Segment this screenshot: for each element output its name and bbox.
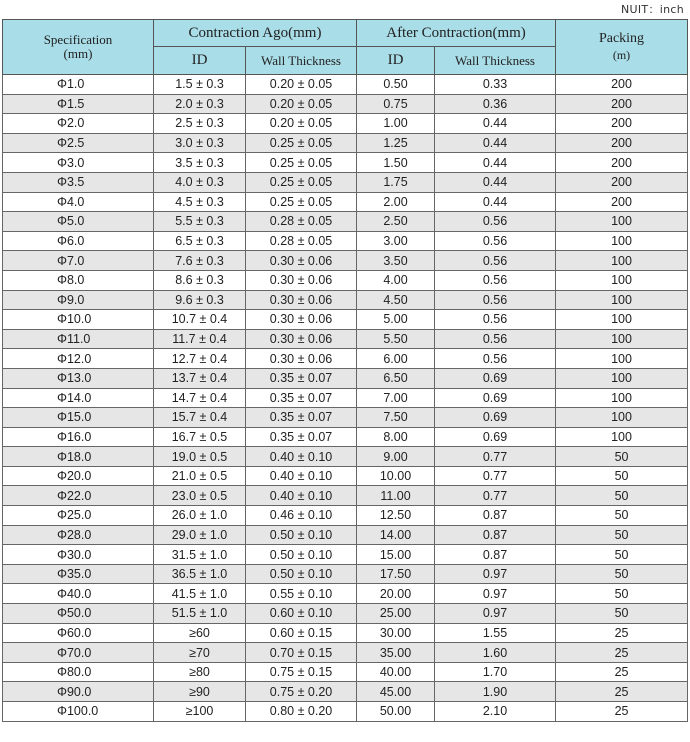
header-ago-id: ID	[154, 47, 246, 75]
cell-after-wall-thickness: 0.97	[435, 584, 556, 604]
table-row	[3, 486, 688, 506]
cell-specification: Φ25.0	[3, 506, 154, 526]
cell-packing: 200	[556, 172, 688, 192]
cell-after-id: 30.00	[357, 623, 435, 643]
cell-ago-id: 10.7 ± 0.4	[154, 310, 246, 330]
cell-ago-id: 31.5 ± 1.0	[154, 545, 246, 565]
cell-ago-wall-thickness: 0.40 ± 0.10	[246, 466, 357, 486]
table-row	[3, 75, 688, 95]
cell-after-id: 12.50	[357, 506, 435, 526]
cell-specification: Φ30.0	[3, 545, 154, 565]
table-row	[3, 349, 688, 369]
header-ago-wall-thickness: Wall Thickness	[246, 47, 357, 75]
cell-packing: 100	[556, 368, 688, 388]
cell-ago-wall-thickness: 0.20 ± 0.05	[246, 114, 357, 134]
cell-ago-id: 51.5 ± 1.0	[154, 604, 246, 624]
cell-after-wall-thickness: 0.87	[435, 545, 556, 565]
table-row	[3, 643, 688, 663]
cell-packing: 100	[556, 388, 688, 408]
header-after-contraction: After Contraction(mm)	[357, 20, 556, 47]
cell-specification: Φ70.0	[3, 643, 154, 663]
cell-ago-wall-thickness: 0.30 ± 0.06	[246, 270, 357, 290]
cell-after-id: 7.00	[357, 388, 435, 408]
cell-after-id: 6.00	[357, 349, 435, 369]
cell-specification: Φ2.0	[3, 114, 154, 134]
unit-note: NUIT：inch	[621, 3, 684, 16]
cell-after-id: 1.00	[357, 114, 435, 134]
cell-ago-id: 8.6 ± 0.3	[154, 270, 246, 290]
cell-packing: 200	[556, 75, 688, 95]
cell-ago-id: 2.5 ± 0.3	[154, 114, 246, 134]
cell-ago-id: 3.5 ± 0.3	[154, 153, 246, 173]
cell-after-id: 4.50	[357, 290, 435, 310]
cell-packing: 50	[556, 525, 688, 545]
cell-after-id: 8.00	[357, 427, 435, 447]
cell-specification: Φ1.5	[3, 94, 154, 114]
cell-ago-wall-thickness: 0.55 ± 0.10	[246, 584, 357, 604]
table-row	[3, 525, 688, 545]
cell-packing: 200	[556, 133, 688, 153]
cell-specification: Φ9.0	[3, 290, 154, 310]
cell-ago-id: 19.0 ± 0.5	[154, 447, 246, 467]
table-row	[3, 682, 688, 702]
cell-specification: Φ12.0	[3, 349, 154, 369]
table-row	[3, 545, 688, 565]
cell-specification: Φ14.0	[3, 388, 154, 408]
cell-packing: 200	[556, 153, 688, 173]
cell-packing: 100	[556, 310, 688, 330]
cell-ago-wall-thickness: 0.25 ± 0.05	[246, 172, 357, 192]
cell-after-id: 14.00	[357, 525, 435, 545]
cell-specification: Φ8.0	[3, 270, 154, 290]
cell-packing: 50	[556, 466, 688, 486]
cell-after-wall-thickness: 0.97	[435, 604, 556, 624]
cell-packing: 100	[556, 427, 688, 447]
table-row	[3, 251, 688, 271]
cell-packing: 100	[556, 270, 688, 290]
cell-packing: 200	[556, 94, 688, 114]
cell-packing: 25	[556, 643, 688, 663]
cell-ago-wall-thickness: 0.80 ± 0.20	[246, 702, 357, 722]
cell-after-id: 2.50	[357, 212, 435, 232]
cell-specification: Φ40.0	[3, 584, 154, 604]
cell-packing: 50	[556, 564, 688, 584]
cell-ago-id: 13.7 ± 0.4	[154, 368, 246, 388]
cell-ago-wall-thickness: 0.30 ± 0.06	[246, 290, 357, 310]
cell-after-id: 6.50	[357, 368, 435, 388]
cell-ago-wall-thickness: 0.75 ± 0.20	[246, 682, 357, 702]
cell-ago-wall-thickness: 0.35 ± 0.07	[246, 408, 357, 428]
cell-after-id: 1.75	[357, 172, 435, 192]
cell-specification: Φ3.5	[3, 172, 154, 192]
cell-after-wall-thickness: 0.69	[435, 408, 556, 428]
cell-packing: 200	[556, 192, 688, 212]
cell-after-wall-thickness: 0.33	[435, 75, 556, 95]
header-specification-unit: (mm)	[63, 46, 93, 61]
cell-specification: Φ15.0	[3, 408, 154, 428]
cell-after-wall-thickness: 0.44	[435, 153, 556, 173]
cell-ago-wall-thickness: 0.30 ± 0.06	[246, 310, 357, 330]
table-row	[3, 408, 688, 428]
cell-after-wall-thickness: 0.56	[435, 310, 556, 330]
cell-packing: 100	[556, 231, 688, 251]
cell-ago-id: 1.5 ± 0.3	[154, 75, 246, 95]
cell-ago-id: 5.5 ± 0.3	[154, 212, 246, 232]
cell-after-wall-thickness: 0.44	[435, 172, 556, 192]
cell-packing: 200	[556, 114, 688, 134]
cell-after-id: 5.50	[357, 329, 435, 349]
cell-ago-id: ≥80	[154, 662, 246, 682]
table-row	[3, 172, 688, 192]
header-specification-label: Specification	[43, 32, 113, 47]
cell-ago-wall-thickness: 0.50 ± 0.10	[246, 545, 357, 565]
table-row	[3, 506, 688, 526]
table-row	[3, 427, 688, 447]
table-header	[3, 20, 688, 75]
cell-ago-wall-thickness: 0.70 ± 0.15	[246, 643, 357, 663]
table-row	[3, 270, 688, 290]
header-after-wall-thickness: Wall Thickness	[435, 47, 556, 75]
cell-after-id: 4.00	[357, 270, 435, 290]
table-row	[3, 329, 688, 349]
table-row	[3, 604, 688, 624]
cell-after-wall-thickness: 0.56	[435, 290, 556, 310]
cell-ago-id: 11.7 ± 0.4	[154, 329, 246, 349]
cell-packing: 100	[556, 408, 688, 428]
cell-after-wall-thickness: 0.77	[435, 486, 556, 506]
table-row	[3, 290, 688, 310]
table-row	[3, 94, 688, 114]
cell-specification: Φ20.0	[3, 466, 154, 486]
header-packing-label: Packing	[598, 31, 645, 46]
cell-after-id: 45.00	[357, 682, 435, 702]
cell-ago-wall-thickness: 0.20 ± 0.05	[246, 75, 357, 95]
cell-after-id: 50.00	[357, 702, 435, 722]
cell-ago-wall-thickness: 0.60 ± 0.15	[246, 623, 357, 643]
header-packing	[556, 20, 688, 75]
cell-after-id: 1.50	[357, 153, 435, 173]
cell-ago-id: 12.7 ± 0.4	[154, 349, 246, 369]
cell-after-wall-thickness: 0.36	[435, 94, 556, 114]
cell-ago-wall-thickness: 0.28 ± 0.05	[246, 212, 357, 232]
cell-specification: Φ50.0	[3, 604, 154, 624]
cell-packing: 100	[556, 349, 688, 369]
cell-after-id: 11.00	[357, 486, 435, 506]
cell-after-id: 40.00	[357, 662, 435, 682]
cell-specification: Φ60.0	[3, 623, 154, 643]
cell-ago-id: 4.0 ± 0.3	[154, 172, 246, 192]
cell-ago-id: 7.6 ± 0.3	[154, 251, 246, 271]
table-row	[3, 133, 688, 153]
cell-ago-wall-thickness: 0.25 ± 0.05	[246, 153, 357, 173]
cell-specification: Φ11.0	[3, 329, 154, 349]
cell-ago-wall-thickness: 0.50 ± 0.10	[246, 564, 357, 584]
cell-after-wall-thickness: 0.56	[435, 231, 556, 251]
cell-packing: 25	[556, 662, 688, 682]
table-row	[3, 212, 688, 232]
cell-after-id: 10.00	[357, 466, 435, 486]
cell-packing: 50	[556, 545, 688, 565]
cell-after-wall-thickness: 0.56	[435, 329, 556, 349]
cell-packing: 25	[556, 682, 688, 702]
table-row	[3, 388, 688, 408]
cell-after-wall-thickness: 2.10	[435, 702, 556, 722]
cell-specification: Φ5.0	[3, 212, 154, 232]
cell-ago-wall-thickness: 0.25 ± 0.05	[246, 133, 357, 153]
cell-after-id: 7.50	[357, 408, 435, 428]
header-packing-unit: (m)	[612, 48, 631, 62]
table-row	[3, 310, 688, 330]
specification-table	[2, 19, 688, 722]
cell-specification: Φ100.0	[3, 702, 154, 722]
cell-after-id: 25.00	[357, 604, 435, 624]
cell-ago-id: 2.0 ± 0.3	[154, 94, 246, 114]
cell-ago-id: 14.7 ± 0.4	[154, 388, 246, 408]
table-row	[3, 702, 688, 722]
table-row	[3, 447, 688, 467]
cell-ago-id: 41.5 ± 1.0	[154, 584, 246, 604]
cell-ago-wall-thickness: 0.30 ± 0.06	[246, 349, 357, 369]
cell-after-id: 35.00	[357, 643, 435, 663]
cell-after-wall-thickness: 1.70	[435, 662, 556, 682]
cell-ago-id: 29.0 ± 1.0	[154, 525, 246, 545]
cell-ago-id: 23.0 ± 0.5	[154, 486, 246, 506]
cell-ago-wall-thickness: 0.50 ± 0.10	[246, 525, 357, 545]
cell-after-id: 2.00	[357, 192, 435, 212]
cell-ago-wall-thickness: 0.75 ± 0.15	[246, 662, 357, 682]
cell-packing: 50	[556, 604, 688, 624]
cell-specification: Φ13.0	[3, 368, 154, 388]
cell-ago-id: 15.7 ± 0.4	[154, 408, 246, 428]
cell-specification: Φ35.0	[3, 564, 154, 584]
cell-after-wall-thickness: 0.69	[435, 388, 556, 408]
header-specification	[3, 20, 154, 75]
cell-ago-wall-thickness: 0.60 ± 0.10	[246, 604, 357, 624]
cell-after-wall-thickness: 0.77	[435, 447, 556, 467]
cell-ago-wall-thickness: 0.28 ± 0.05	[246, 231, 357, 251]
cell-packing: 100	[556, 212, 688, 232]
cell-after-wall-thickness: 0.87	[435, 506, 556, 526]
cell-after-wall-thickness: 0.56	[435, 270, 556, 290]
cell-ago-id: 3.0 ± 0.3	[154, 133, 246, 153]
cell-ago-wall-thickness: 0.35 ± 0.07	[246, 388, 357, 408]
cell-after-id: 3.00	[357, 231, 435, 251]
cell-ago-id: ≥60	[154, 623, 246, 643]
cell-after-wall-thickness: 1.55	[435, 623, 556, 643]
cell-after-id: 17.50	[357, 564, 435, 584]
cell-specification: Φ80.0	[3, 662, 154, 682]
cell-ago-id: ≥70	[154, 643, 246, 663]
cell-after-wall-thickness: 1.90	[435, 682, 556, 702]
cell-ago-id: 26.0 ± 1.0	[154, 506, 246, 526]
table-row	[3, 662, 688, 682]
cell-ago-wall-thickness: 0.30 ± 0.06	[246, 251, 357, 271]
cell-specification: Φ6.0	[3, 231, 154, 251]
cell-after-wall-thickness: 0.44	[435, 133, 556, 153]
cell-specification: Φ18.0	[3, 447, 154, 467]
cell-ago-id: ≥90	[154, 682, 246, 702]
table-row	[3, 466, 688, 486]
cell-ago-id: 21.0 ± 0.5	[154, 466, 246, 486]
cell-after-id: 3.50	[357, 251, 435, 271]
cell-ago-wall-thickness: 0.40 ± 0.10	[246, 447, 357, 467]
table-row	[3, 368, 688, 388]
cell-after-id: 9.00	[357, 447, 435, 467]
cell-after-wall-thickness: 0.97	[435, 564, 556, 584]
cell-ago-wall-thickness: 0.20 ± 0.05	[246, 94, 357, 114]
cell-after-wall-thickness: 1.60	[435, 643, 556, 663]
table-row	[3, 114, 688, 134]
cell-after-id: 1.25	[357, 133, 435, 153]
table-row	[3, 564, 688, 584]
cell-specification: Φ16.0	[3, 427, 154, 447]
table-row	[3, 192, 688, 212]
table-body	[3, 75, 688, 722]
table-row	[3, 153, 688, 173]
cell-after-wall-thickness: 0.44	[435, 192, 556, 212]
cell-specification: Φ90.0	[3, 682, 154, 702]
cell-after-wall-thickness: 0.56	[435, 349, 556, 369]
table-row	[3, 231, 688, 251]
cell-after-id: 0.50	[357, 75, 435, 95]
cell-specification: Φ7.0	[3, 251, 154, 271]
cell-after-id: 0.75	[357, 94, 435, 114]
cell-packing: 25	[556, 623, 688, 643]
cell-specification: Φ1.0	[3, 75, 154, 95]
cell-after-wall-thickness: 0.77	[435, 466, 556, 486]
cell-packing: 100	[556, 329, 688, 349]
cell-ago-wall-thickness: 0.40 ± 0.10	[246, 486, 357, 506]
cell-after-id: 5.00	[357, 310, 435, 330]
cell-specification: Φ4.0	[3, 192, 154, 212]
cell-ago-id: 6.5 ± 0.3	[154, 231, 246, 251]
cell-ago-wall-thickness: 0.30 ± 0.06	[246, 329, 357, 349]
table-row	[3, 623, 688, 643]
cell-packing: 50	[556, 506, 688, 526]
cell-specification: Φ28.0	[3, 525, 154, 545]
cell-packing: 100	[556, 290, 688, 310]
cell-specification: Φ10.0	[3, 310, 154, 330]
cell-after-id: 20.00	[357, 584, 435, 604]
cell-ago-wall-thickness: 0.46 ± 0.10	[246, 506, 357, 526]
cell-after-wall-thickness: 0.69	[435, 427, 556, 447]
table-row	[3, 584, 688, 604]
cell-ago-id: 9.6 ± 0.3	[154, 290, 246, 310]
cell-specification: Φ3.0	[3, 153, 154, 173]
cell-after-wall-thickness: 0.69	[435, 368, 556, 388]
cell-ago-id: 36.5 ± 1.0	[154, 564, 246, 584]
header-after-id: ID	[357, 47, 435, 75]
cell-packing: 100	[556, 251, 688, 271]
cell-specification: Φ22.0	[3, 486, 154, 506]
cell-specification: Φ2.5	[3, 133, 154, 153]
cell-after-wall-thickness: 0.44	[435, 114, 556, 134]
cell-after-wall-thickness: 0.87	[435, 525, 556, 545]
cell-ago-wall-thickness: 0.35 ± 0.07	[246, 427, 357, 447]
cell-ago-id: 16.7 ± 0.5	[154, 427, 246, 447]
cell-packing: 25	[556, 702, 688, 722]
cell-ago-wall-thickness: 0.25 ± 0.05	[246, 192, 357, 212]
cell-ago-wall-thickness: 0.35 ± 0.07	[246, 368, 357, 388]
cell-after-id: 15.00	[357, 545, 435, 565]
header-contraction-ago: Contraction Ago(mm)	[154, 20, 357, 47]
cell-ago-id: ≥100	[154, 702, 246, 722]
cell-packing: 50	[556, 584, 688, 604]
cell-packing: 50	[556, 447, 688, 467]
cell-after-wall-thickness: 0.56	[435, 212, 556, 232]
cell-ago-id: 4.5 ± 0.3	[154, 192, 246, 212]
cell-after-wall-thickness: 0.56	[435, 251, 556, 271]
cell-packing: 50	[556, 486, 688, 506]
